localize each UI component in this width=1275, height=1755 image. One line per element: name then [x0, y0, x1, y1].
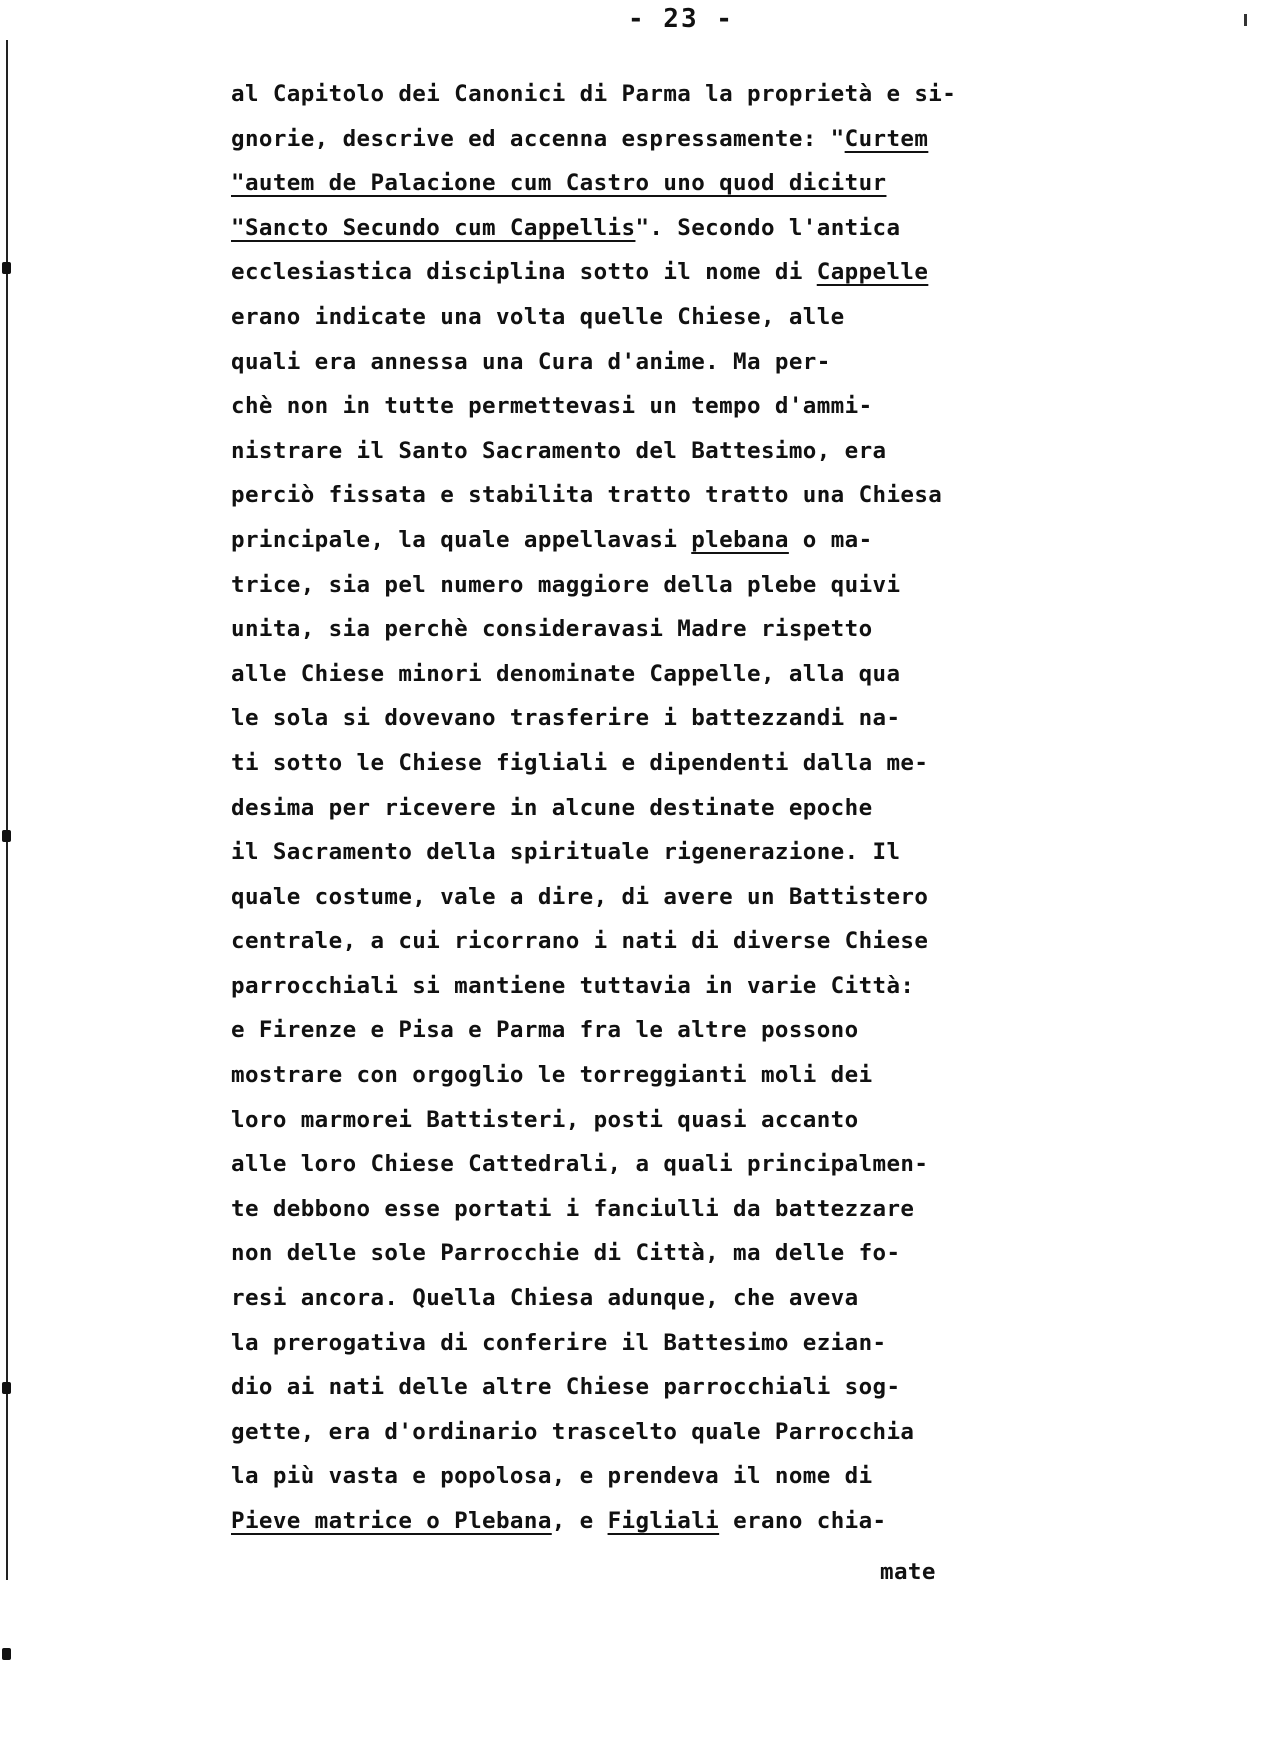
text-segment: le sola si dovevano trasferire i battezzandi na- — [231, 705, 901, 732]
text-line — [231, 295, 1031, 340]
text-line — [231, 384, 1031, 429]
text-line — [231, 1499, 1031, 1544]
text-line — [231, 117, 1031, 162]
text-segment: alle Chiese minori denominate Cappelle, alla qua — [231, 660, 901, 687]
text-segment: gnorie, descrive ed accenna espressamente: " — [231, 125, 845, 152]
text-line — [231, 696, 1031, 741]
text-line — [231, 741, 1031, 786]
text-line — [231, 1276, 1031, 1321]
text-segment: unita, sia perchè consideravasi Madre rispetto — [231, 616, 873, 643]
underlined-text: Curtem — [844, 125, 929, 152]
text-segment: gette, era d'ordinario trascelto quale Parrocchia — [231, 1418, 915, 1445]
catchword: mate — [880, 1559, 936, 1585]
text-segment: ecclesiastica disciplina sotto il nome di — [231, 259, 817, 286]
text-line — [231, 964, 1031, 1009]
text-segment: chè non in tutte permettevasi un tempo d'ammi- — [231, 393, 873, 420]
underlined-text: Figliali — [607, 1508, 720, 1534]
text-segment: o ma- — [788, 526, 873, 553]
text-line — [231, 72, 1031, 117]
text-line — [231, 1321, 1031, 1366]
page-number: - 23 - — [628, 4, 734, 34]
text-segment: erano indicate una volta quelle Chiese, alle — [231, 303, 845, 330]
text-segment: desima per ricevere in alcune destinate epoche — [231, 794, 873, 821]
text-segment: perciò fissata e stabilita tratto tratto una Chiesa — [231, 482, 943, 509]
binding-hole-mark — [2, 262, 11, 274]
text-line — [231, 250, 1031, 295]
text-line — [231, 1410, 1031, 1455]
text-segment: parrocchiali si mantiene tuttavia in varie Città: — [231, 972, 915, 999]
text-segment: trice, sia pel numero maggiore della plebe quivi — [231, 571, 901, 598]
text-line — [231, 1231, 1031, 1276]
text-segment: la più vasta e popolosa, e prendeva il nome di — [231, 1463, 873, 1490]
binding-hole-mark — [2, 830, 11, 842]
text-segment: principale, la quale appellavasi — [231, 526, 692, 553]
text-segment: ti sotto le Chiese figliali e dipendenti dalla me- — [231, 749, 929, 776]
underlined-text: Cappelle — [816, 259, 929, 286]
text-line — [231, 607, 1031, 652]
text-segment: ". Secondo l'antica — [635, 214, 901, 241]
text-line — [231, 1142, 1031, 1187]
text-line — [231, 161, 1031, 206]
text-segment: loro marmorei Battisteri, posti quasi accanto — [231, 1106, 859, 1133]
text-line — [231, 429, 1031, 474]
text-segment: nistrare il Santo Sacramento del Battesimo, era — [231, 437, 887, 464]
text-line — [231, 652, 1031, 697]
text-line — [231, 1454, 1031, 1499]
text-line — [231, 563, 1031, 608]
text-line — [231, 919, 1031, 964]
text-line — [231, 1365, 1031, 1410]
text-line — [231, 1098, 1031, 1143]
text-segment: il Sacramento della spirituale rigenerazione. Il — [231, 839, 901, 866]
text-segment: quale costume, vale a dire, di avere un Battistero — [231, 883, 929, 910]
text-segment: dio ai nati delle altre Chiese parrocchiali sog- — [231, 1374, 901, 1401]
text-segment: erano chia- — [719, 1508, 887, 1534]
underlined-text: plebana — [691, 526, 789, 553]
text-line — [231, 206, 1031, 251]
text-segment: , e — [551, 1508, 608, 1534]
corner-mark — [1244, 14, 1247, 26]
underlined-text: "autem de Palacione cum Castro uno quod dicitur — [231, 170, 887, 197]
text-line — [231, 1187, 1031, 1232]
text-line — [231, 830, 1031, 875]
text-segment: non delle sole Parrocchie di Città, ma delle fo- — [231, 1240, 901, 1267]
underlined-text: "Sancto Secundo cum Cappellis — [231, 214, 636, 241]
binding-hole-mark — [2, 1382, 11, 1394]
text-line — [231, 473, 1031, 518]
text-line — [231, 786, 1031, 831]
text-segment: alle loro Chiese Cattedrali, a quali principalmen- — [231, 1151, 929, 1178]
text-segment: quali era annessa una Cura d'anime. Ma per- — [231, 348, 831, 375]
text-segment: mostrare con orgoglio le torreggianti moli dei — [231, 1062, 873, 1089]
text-line — [231, 1053, 1031, 1098]
text-line — [231, 340, 1031, 385]
text-segment: e Firenze e Pisa e Parma fra le altre possono — [231, 1017, 859, 1044]
underlined-text: Pieve matrice o Plebana — [231, 1508, 552, 1534]
text-line — [231, 875, 1031, 920]
typed-body-text — [231, 72, 1031, 1544]
text-line — [231, 1008, 1031, 1053]
text-segment: centrale, a cui ricorrano i nati di diverse Chiese — [231, 928, 929, 955]
text-segment: la prerogativa di conferire il Battesimo ezian- — [231, 1329, 887, 1356]
text-segment: te debbono esse portati i fanciulli da battezzare — [231, 1195, 915, 1222]
binding-hole-mark — [2, 1648, 11, 1660]
text-segment: resi ancora. Quella Chiesa adunque, che aveva — [231, 1285, 859, 1312]
text-line — [231, 518, 1031, 563]
text-segment: al Capitolo dei Canonici di Parma la proprietà e si- — [231, 81, 957, 107]
